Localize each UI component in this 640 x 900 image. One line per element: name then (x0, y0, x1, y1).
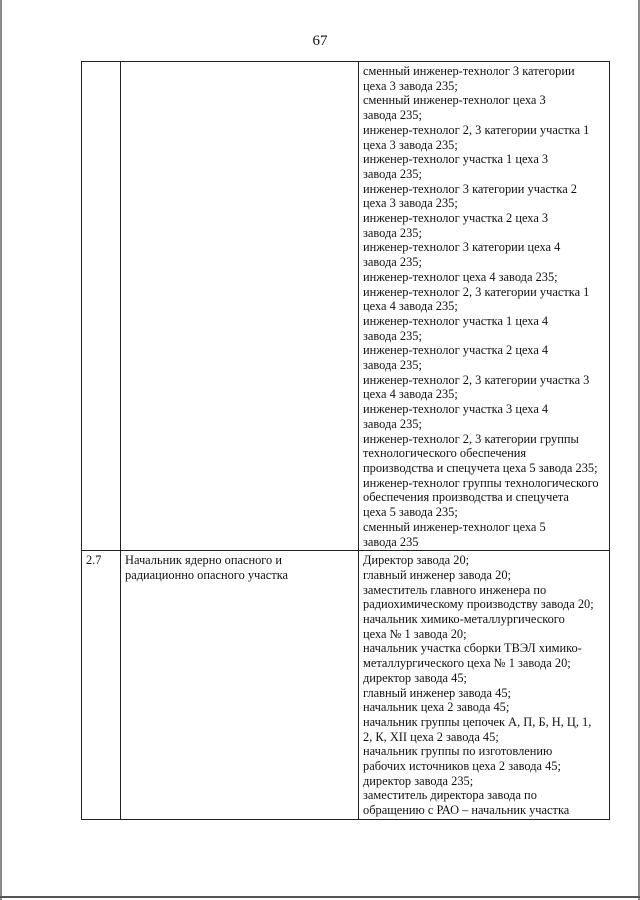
row-number-cell (82, 62, 121, 551)
official-text-line: завода 235; (363, 416, 422, 431)
official-text-line: инженер-технолог 2, 3 категории участка 1 (363, 284, 590, 299)
document-table (81, 61, 610, 820)
official-text-line: технологического обеспечения (363, 446, 527, 461)
position-text-line: радиационно опасного участка (125, 567, 289, 582)
official-text-line: директор завода 45; (363, 670, 467, 685)
official-text-line: директор завода 235; (363, 773, 474, 788)
official-text-line: завода 235; (363, 358, 422, 373)
official-text-line: сменный инженер-технолог 3 категории (363, 64, 575, 78)
official-text-line: 2, К, XII цеха 2 завода 45; (363, 729, 499, 744)
official-text-line: радиохимическому производству завода 20; (363, 597, 594, 612)
page-number: 67 (312, 33, 328, 49)
official-text-line: рабочих источников цеха 2 завода 45; (363, 759, 561, 774)
table-row (82, 551, 610, 820)
official-text-line: завода 235; (363, 328, 422, 343)
table-row (82, 62, 610, 551)
official-text-line: инженер-технолог группы технологического (363, 475, 599, 490)
official-text-line: начальник группы цепочек А, П, Б, Н, Ц, 1, (363, 714, 592, 729)
official-text-line: сменный инженер-технолог цеха 3 (363, 93, 546, 108)
official-text-line: главный инженер завода 45; (363, 685, 511, 700)
official-text-line: цеха 3 завода 235; (363, 196, 458, 211)
official-text-line: сменный инженер-технолог цеха 5 (363, 519, 546, 534)
official-text-line: цеха 4 завода 235; (363, 387, 458, 402)
official-text-line: цеха 5 завода 235; (363, 505, 458, 520)
official-text-line: завода 235; (363, 166, 422, 181)
official-text-line: завода 235; (363, 255, 422, 270)
official-text-line: производства и спецучета цеха 5 завода 235; (363, 460, 598, 475)
official-text-line: Директор завода 20; (363, 553, 470, 568)
official-text-line: заместитель директора завода по (363, 788, 537, 803)
official-text-line: инженер-технолог 3 категории цеха 4 (363, 240, 561, 255)
official-text-line: главный инженер завода 20; (363, 567, 511, 582)
official-text-line: инженер-технолог участка 2 цеха 4 (363, 343, 549, 358)
official-text-line: инженер-технолог 3 категории участка 2 (363, 181, 577, 196)
row-number-cell (82, 551, 121, 820)
official-text-line: инженер-технолог участка 1 цеха 4 (363, 313, 549, 328)
official-text-line: инженер-технолог 2, 3 категории участка 3 (363, 372, 590, 387)
official-text-line: инженер-технолог 2, 3 категории участка 1 (363, 122, 590, 137)
officials-cell (359, 551, 610, 820)
official-text-line: инженер-технолог 2, 3 категории группы (363, 431, 579, 446)
official-text-line: инженер-технолог участка 1 цеха 3 (363, 152, 549, 167)
official-text-line: цеха 3 завода 235; (363, 78, 458, 93)
official-text-line: начальник участка сборки ТВЭЛ химико- (363, 641, 582, 656)
official-text-line: заместитель главного инженера по (363, 582, 547, 597)
scan-left-edge (0, 0, 2, 900)
scan-bottom-edge (0, 896, 640, 898)
official-text-line: металлургического цеха № 1 завода 20; (363, 656, 571, 671)
official-text-line: завода 235 (363, 534, 419, 549)
row-number: 2.7 (86, 553, 102, 568)
position-cell (121, 551, 359, 820)
official-text-line: обеспечения производства и спецучета (363, 490, 569, 505)
position-text-line: Начальник ядерно опасного и (125, 553, 282, 568)
official-text-line: начальник группы по изготовлению (363, 744, 553, 759)
official-text-line: обращению с РАО – начальник участка (363, 803, 570, 818)
official-text-line: инженер-технолог участка 2 цеха 3 (363, 211, 549, 226)
official-text-line: цеха 3 завода 235; (363, 137, 458, 152)
official-text-line: инженер-технолог участка 3 цеха 4 (363, 402, 549, 417)
official-text-line: завода 235; (363, 108, 422, 123)
official-text-line: инженер-технолог цеха 4 завода 235; (363, 269, 558, 284)
official-text-line: завода 235; (363, 225, 422, 240)
official-text-line: начальник цеха 2 завода 45; (363, 700, 510, 715)
officials-cell (359, 62, 610, 551)
position-cell (121, 62, 359, 551)
official-text-line: начальник химико-металлургического (363, 612, 565, 627)
official-text-line: цеха 4 завода 235; (363, 299, 458, 314)
official-text-line: цеха № 1 завода 20; (363, 626, 467, 641)
